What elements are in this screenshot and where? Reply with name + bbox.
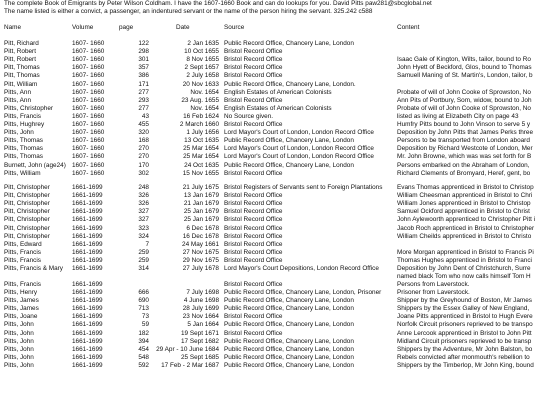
cell-volume: 1607- 1660 bbox=[72, 145, 105, 153]
cell-volume: 1661-1699 bbox=[72, 216, 103, 224]
table-row bbox=[0, 346, 540, 354]
table-row bbox=[0, 97, 540, 105]
cell-volume: 1661-1699 bbox=[72, 232, 103, 240]
cell-volume: 1607- 1660 bbox=[72, 40, 105, 47]
cell-page: 277 bbox=[138, 104, 149, 112]
cell-source: Bristol Record Office bbox=[224, 240, 283, 248]
cell-page: 298 bbox=[138, 48, 149, 56]
cell-page: 666 bbox=[138, 289, 149, 296]
cell-name: Pitts, John bbox=[4, 353, 34, 361]
table-row bbox=[0, 153, 540, 161]
cell-date: 16 Feb 1624 bbox=[183, 112, 219, 120]
cell-content: Ann Pits of Portbury, Som, widow, bound to Joh bbox=[397, 96, 532, 104]
cell-volume: 1607- 1660 bbox=[72, 96, 105, 104]
table-row bbox=[0, 257, 540, 265]
cell-source: Public Record Office, Chancery Lane, London bbox=[224, 305, 354, 313]
cell-source: Lord Mayor's Court Depositions, London Record Office bbox=[224, 265, 379, 272]
table-row bbox=[0, 208, 540, 216]
cell-page: 73 bbox=[141, 313, 149, 321]
cell-volume: 1607- 1660 bbox=[72, 129, 105, 137]
cell-date: 24 May 1661 bbox=[182, 240, 219, 248]
cell-content: Persons embarked on the Abraham of London, bbox=[397, 161, 530, 169]
cell-name: Pitt, Richard bbox=[4, 40, 39, 47]
cell-source: Lord Mayor's Court of London, London Record Office bbox=[224, 129, 374, 137]
cell-source: Bristol Record Office bbox=[224, 329, 283, 337]
cell-content: Mr. John Browne, which was was set forth for B bbox=[397, 153, 532, 161]
cell-volume: 1607- 1660 bbox=[72, 161, 105, 169]
table-row bbox=[0, 297, 540, 305]
cell-date: 13 Jan 1679 bbox=[183, 192, 219, 200]
cell-date: 24 Oct 1635 bbox=[184, 161, 219, 169]
cell-page: 326 bbox=[138, 200, 149, 208]
cell-volume: 1661-1699 bbox=[72, 329, 103, 337]
cell-date: Nov. 1654 bbox=[190, 88, 219, 96]
cell-name: Pitts, Francis bbox=[4, 112, 41, 120]
table-row bbox=[0, 249, 540, 257]
cell-name: Pitts, Joane bbox=[4, 313, 38, 321]
cell-source: Public Record Office, Chancery Lane, London. bbox=[224, 80, 356, 88]
table-row bbox=[0, 56, 540, 64]
table-row bbox=[0, 225, 540, 233]
cell-volume: 1661-1699 bbox=[72, 184, 103, 191]
cell-volume: 1661-1699 bbox=[72, 265, 103, 272]
table-row bbox=[0, 121, 540, 129]
table-row bbox=[0, 72, 540, 80]
cell-content: Deposition by John Pitts that James Perks three bbox=[397, 129, 534, 137]
header-source: Source bbox=[224, 24, 245, 31]
cell-date: 27 Nov 1675 bbox=[182, 248, 219, 256]
cell-source: Public Record Office, Chancery Lane, London bbox=[224, 161, 354, 169]
cell-content: Shippers by the Essex Galley of New England, bbox=[397, 305, 530, 313]
cell-source: Bristol Record Office bbox=[224, 96, 283, 104]
cell-content: Evans Thomas apprenticed in Bristol to Christop bbox=[397, 184, 534, 191]
cell-source: Public Record Office, Chancery Lane, London bbox=[224, 361, 354, 369]
table-row bbox=[0, 289, 540, 297]
cell-volume: 1661-1699 bbox=[72, 240, 103, 248]
cell-content: Thomas Hughes apprenticed in Bristol to Franci bbox=[397, 256, 532, 264]
cell-content: Deposition by Richard Westcote of London, Mer bbox=[397, 145, 533, 153]
cell-date: 25 Jan 1679 bbox=[183, 216, 219, 224]
cell-content: Probate of will of John Cooke of Sprowston, No bbox=[397, 88, 531, 96]
cell-content: Persons to be transported from London aboard bbox=[397, 137, 530, 145]
cell-source: Bristol Record Office bbox=[224, 208, 283, 216]
cell-page: 170 bbox=[138, 161, 149, 169]
cell-date: 4 June 1698 bbox=[183, 297, 219, 305]
cell-source: Bristol Record Office bbox=[224, 72, 283, 80]
cell-content: Samuell Maning of St. Martin's, London, tailor, b bbox=[397, 72, 533, 80]
cell-source: English Estates of American Colonists bbox=[224, 88, 332, 96]
cell-name: Pitt, Christopher bbox=[4, 184, 50, 191]
cell-date: 20 Nov 1633 bbox=[182, 80, 219, 88]
cell-source: Bristol Record Office bbox=[224, 313, 283, 321]
cell-name: Pitt, Robert bbox=[4, 48, 36, 56]
cell-content: Persons from Laverstock. bbox=[397, 281, 470, 289]
table-row bbox=[0, 64, 540, 72]
cell-source: Bristol Record Office bbox=[224, 48, 283, 56]
cell-source: Bristol Record Office bbox=[224, 200, 283, 208]
table-row bbox=[0, 40, 540, 48]
cell-volume: 1607- 1660 bbox=[72, 137, 105, 145]
cell-volume: 1607- 1660 bbox=[72, 64, 105, 72]
cell-volume: 1661-1699 bbox=[72, 256, 103, 264]
table-row bbox=[0, 200, 540, 208]
cell-source: Bristol Record Office bbox=[224, 56, 283, 64]
cell-name: Pitts, James bbox=[4, 305, 39, 313]
table-row bbox=[0, 216, 540, 224]
cell-volume: 1661-1699 bbox=[72, 337, 103, 345]
cell-date: 25 Mar 1654 bbox=[183, 153, 219, 161]
cell-volume: 1607- 1660 bbox=[72, 104, 105, 112]
cell-volume: 1661-1699 bbox=[72, 248, 103, 256]
cell-source: Bristol Record Office bbox=[224, 232, 283, 240]
cell-name: Pitt, Robert bbox=[4, 56, 36, 64]
table-row bbox=[0, 265, 540, 273]
cell-content: Prisoner from Laverstock. bbox=[397, 289, 470, 296]
cell-name: Pitts, Henry bbox=[4, 289, 38, 296]
table-row bbox=[0, 137, 540, 145]
cell-name: Pitts, Thomas bbox=[4, 153, 43, 161]
cell-source: Bristol Record Office bbox=[224, 121, 283, 128]
cell-date: 2 Jan 1635 bbox=[187, 40, 219, 47]
cell-name: Pitts, Christopher bbox=[4, 104, 54, 112]
cell-content: Samuel Ockford apprenticed in Bristol to Christ bbox=[397, 208, 530, 216]
cell-content: Shippers by the Timberlop, Mr John King, bound bbox=[397, 361, 534, 369]
cell-source: Bristol Record Office bbox=[224, 169, 283, 177]
cell-date: 8 Nov 1655 bbox=[186, 56, 219, 64]
cell-source: Public Record Office, Chancery Lane, London bbox=[224, 337, 354, 345]
cell-content: More Morgan apprenticed in Bristol to Francis Pi bbox=[397, 248, 534, 256]
table-row bbox=[0, 273, 540, 281]
cell-page: 171 bbox=[138, 80, 149, 88]
cell-source: Lord Mayor's Court of London, London Record Office bbox=[224, 153, 374, 161]
cell-name: Pitts, Hughrey bbox=[4, 121, 45, 128]
cell-date: 21 Jan 1679 bbox=[183, 200, 219, 208]
cell-date: 6 Dec 1678 bbox=[186, 224, 219, 232]
cell-page: 270 bbox=[138, 153, 149, 161]
cell-name: Pitts, Francis bbox=[4, 281, 41, 289]
cell-date: 17 Sept 1682 bbox=[180, 337, 219, 345]
cell-volume: 1607- 1660 bbox=[72, 121, 105, 128]
cell-page: 592 bbox=[138, 361, 149, 369]
cell-name: Pitts, John bbox=[4, 329, 34, 337]
cell-source: Public Record Office, Chancery Lane, London, Prisoner bbox=[224, 289, 382, 296]
table-row bbox=[0, 354, 540, 362]
table-row bbox=[0, 233, 540, 241]
cell-name: Pitt, Christopher bbox=[4, 216, 50, 224]
cell-name: Burnett, John (age24) bbox=[4, 161, 66, 169]
cell-date: 27 July 1678 bbox=[182, 265, 219, 272]
cell-source: Bristol Record Office bbox=[224, 281, 283, 289]
cell-date: 17 Feb - 2 Mar 1687 bbox=[161, 361, 219, 369]
cell-page: 314 bbox=[138, 265, 149, 272]
cell-source: English Estates of American Colonists bbox=[224, 104, 332, 112]
table-row bbox=[0, 105, 540, 113]
cell-content: listed as living at Elizabeth City on page 43 bbox=[397, 112, 519, 120]
cell-content: Shipper by the Greyhound of Boston, Mr James bbox=[397, 297, 532, 305]
cell-name: Pitt, Christopher bbox=[4, 208, 50, 216]
table-row bbox=[0, 184, 540, 192]
table-row bbox=[0, 305, 540, 313]
cell-page: 454 bbox=[138, 345, 149, 353]
cell-name: Pitt, Christopher bbox=[4, 232, 50, 240]
cell-date: 29 Nov 1675 bbox=[182, 256, 219, 264]
cell-volume: 1607- 1660 bbox=[72, 80, 105, 88]
cell-volume: 1607- 1660 bbox=[72, 88, 105, 96]
cell-date: 25 Sept 1685 bbox=[180, 353, 219, 361]
cell-date: Nov. 1654 bbox=[190, 104, 219, 112]
table-row bbox=[0, 89, 540, 97]
cell-volume: 1607- 1660 bbox=[72, 48, 105, 56]
cell-content: William Cheesman apprenticed in Bristol to Chri bbox=[397, 192, 533, 200]
cell-name: Pitts, John bbox=[4, 129, 34, 137]
cell-source: Bristol Record Office bbox=[224, 248, 283, 256]
cell-name: Pitt, Christopher bbox=[4, 200, 50, 208]
cell-page: 7 bbox=[145, 240, 149, 248]
cell-source: Bristol Registers of Servants sent to Foreign Plantations bbox=[224, 184, 383, 191]
cell-name: Pitts, Ann bbox=[4, 88, 31, 96]
cell-name: Pitts, John bbox=[4, 321, 34, 329]
header-content: Content bbox=[397, 24, 420, 31]
cell-content: Rebels convicted after monmouth's rebellion to bbox=[397, 353, 530, 361]
cell-volume: 1607- 1660 bbox=[72, 153, 105, 161]
cell-date: 25 Jan 1679 bbox=[183, 208, 219, 216]
cell-date: 25 Mar 1654 bbox=[183, 145, 219, 153]
cell-page: 327 bbox=[138, 208, 149, 216]
cell-page: 259 bbox=[138, 248, 149, 256]
cell-name: Pitt, William bbox=[4, 80, 38, 88]
cell-source: Lord Mayor's Court of London, London Record Office bbox=[224, 145, 374, 153]
table-row bbox=[0, 330, 540, 338]
cell-page: 327 bbox=[138, 216, 149, 224]
table-row bbox=[0, 170, 540, 178]
cell-content: William Jones apprenticed in Bristol to Christop bbox=[397, 200, 531, 208]
cell-volume: 1661-1699 bbox=[72, 281, 103, 289]
cell-content: Humfry Pitts bound to John Vinson to serve 5 y bbox=[397, 121, 531, 128]
table-row bbox=[0, 313, 540, 321]
cell-content: Shippers by the Adventure, Mr John Balston, bo bbox=[397, 345, 533, 353]
cell-date: 15 Nov 1655 bbox=[182, 169, 219, 177]
cell-date: 5 Jan 1664 bbox=[187, 321, 219, 329]
cell-date: 28 July 1699 bbox=[182, 305, 219, 313]
cell-content: Anne Lercook apprenticed in Bristol to John Pitt bbox=[397, 329, 532, 337]
cell-source: No Source given. bbox=[224, 112, 274, 120]
cell-page: 301 bbox=[138, 56, 149, 64]
cell-page: 323 bbox=[138, 224, 149, 232]
table-row bbox=[0, 48, 540, 56]
cell-volume: 1661-1699 bbox=[72, 313, 103, 321]
table-row bbox=[0, 129, 540, 137]
cell-page: 43 bbox=[141, 112, 149, 120]
cell-name: Pitts, Francis & Mary bbox=[4, 265, 63, 272]
cell-volume: 1661-1699 bbox=[72, 208, 103, 216]
cell-date: 23 Aug. 1655 bbox=[181, 96, 219, 104]
cell-page: 259 bbox=[138, 256, 149, 264]
cell-volume: 1661-1699 bbox=[72, 361, 103, 369]
cell-source: Public Record Office, Chancery Lane, London bbox=[224, 40, 354, 47]
cell-date: 16 Dec 1678 bbox=[182, 232, 219, 240]
table-row bbox=[0, 338, 540, 346]
cell-page: 548 bbox=[138, 353, 149, 361]
cell-name: Pitt, Thomas bbox=[4, 64, 40, 72]
cell-source: Bristol Record Office bbox=[224, 64, 283, 72]
cell-date: 10 Oct 1655 bbox=[184, 48, 219, 56]
cell-source: Bristol Record Office bbox=[224, 216, 283, 224]
cell-name: Pitts, Ann bbox=[4, 96, 31, 104]
cell-name: Pitt, Christopher bbox=[4, 192, 50, 200]
table-row bbox=[0, 162, 540, 170]
cell-page: 713 bbox=[138, 305, 149, 313]
cell-date: 2 March 1660 bbox=[179, 121, 219, 128]
cell-content: Midland Circuit prisoners reprieved to be transp bbox=[397, 337, 532, 345]
column-header-row bbox=[0, 24, 540, 32]
table-row bbox=[0, 113, 540, 121]
cell-volume: 1661-1699 bbox=[72, 200, 103, 208]
cell-page: 324 bbox=[138, 232, 149, 240]
cell-name: Pitt, Thomas bbox=[4, 72, 40, 80]
header-volume: Volume bbox=[72, 24, 94, 31]
cell-page: 168 bbox=[138, 137, 149, 145]
cell-source: Bristol Record Office bbox=[224, 256, 283, 264]
cell-volume: 1607- 1660 bbox=[72, 72, 105, 80]
cell-page: 122 bbox=[138, 40, 149, 47]
cell-page: 302 bbox=[138, 169, 149, 177]
cell-date: 7 July 1698 bbox=[186, 289, 219, 296]
cell-name: Pitts, John bbox=[4, 361, 34, 369]
cell-date: 2 July 1658 bbox=[186, 72, 219, 80]
cell-date: 13 Oct 1635 bbox=[184, 137, 219, 145]
table-row bbox=[0, 362, 540, 370]
cell-volume: 1661-1699 bbox=[72, 289, 103, 296]
cell-volume: 1661-1699 bbox=[72, 321, 103, 329]
cell-name: Pitts, Francis bbox=[4, 248, 41, 256]
header-name: Name bbox=[4, 24, 22, 31]
cell-date: 19 Sept 1671 bbox=[180, 329, 219, 337]
cell-name: Pitts, William bbox=[4, 169, 41, 177]
cell-page: 182 bbox=[138, 329, 149, 337]
intro-line-2: The name listed is either a convict, a passenger, an indentured servant or the name of the person hiring the servant. 325.242 c588 bbox=[4, 8, 373, 15]
cell-page: 293 bbox=[138, 96, 149, 104]
cell-source: Bristol Record Office bbox=[224, 224, 283, 232]
cell-content: Jacob Roch apprenticed in Bristol to Christopher bbox=[397, 224, 535, 232]
cell-name: Pitts, Edward bbox=[4, 240, 42, 248]
cell-page: 320 bbox=[138, 129, 149, 137]
cell-content: Joane Pitts apprenticed in Bristol to Hugh Evere bbox=[397, 313, 533, 321]
cell-volume: 1661-1699 bbox=[72, 353, 103, 361]
cell-source: Public Record Office, Chancery Lane, London bbox=[224, 353, 354, 361]
cell-name: Pitts, John bbox=[4, 345, 34, 353]
cell-volume: 1661-1699 bbox=[72, 192, 103, 200]
cell-date: 2 Sept 1657 bbox=[184, 64, 219, 72]
table-row bbox=[0, 192, 540, 200]
cell-source: Public Record Office, Chancery Lane, London bbox=[224, 137, 354, 145]
cell-content: Richard Clements of Bromyard, Heref, gent, bo bbox=[397, 169, 531, 177]
cell-page: 690 bbox=[138, 297, 149, 305]
cell-volume: 1661-1699 bbox=[72, 305, 103, 313]
cell-content: Isaac Gale of Kington, Wilts, tailor, bound to Ro bbox=[397, 56, 531, 64]
cell-volume: 1607- 1660 bbox=[72, 112, 105, 120]
cell-page: 357 bbox=[138, 64, 149, 72]
cell-source: Public Record Office, Chancery Lane, London bbox=[224, 297, 354, 305]
header-page: page bbox=[119, 24, 134, 31]
cell-name: Pitts, James bbox=[4, 297, 39, 305]
cell-source: Public Record Office, Chancery Lane, London bbox=[224, 345, 354, 353]
cell-volume: 1607- 1660 bbox=[72, 56, 105, 64]
cell-content: Norfolk Circuit prisoners reprieved to be transpo bbox=[397, 321, 533, 329]
cell-date: 29 Apr - 10 June 1684 bbox=[156, 345, 219, 353]
cell-volume: 1607- 1660 bbox=[72, 169, 105, 177]
cell-content: John Aylewoorth apprenticed to Christopher Pitt i bbox=[397, 216, 536, 224]
cell-volume: 1661-1699 bbox=[72, 224, 103, 232]
cell-page: 455 bbox=[138, 121, 149, 128]
cell-page: 386 bbox=[138, 72, 149, 80]
cell-name: Pitt, Christopher bbox=[4, 224, 50, 232]
cell-source: Bristol Record Office bbox=[224, 192, 283, 200]
cell-content: Deposition by John Dent of Christchurch, Surre bbox=[397, 265, 531, 272]
intro-line-1: The complete Book of Emigrants by Peter Wilson Coldham. I have the 1607-1660 Book and can do lookups for you. David Pitts paw281@sbcglobal.net bbox=[4, 0, 432, 7]
cell-content: named black Tom who now calls himself Tom H bbox=[397, 273, 531, 281]
table-row bbox=[0, 81, 540, 89]
cell-name: Pitts, Francis bbox=[4, 256, 41, 264]
table-row bbox=[0, 321, 540, 329]
table-row bbox=[0, 281, 540, 289]
header-date: Date bbox=[176, 24, 190, 31]
cell-name: Pitts, Thomas bbox=[4, 145, 43, 153]
cell-page: 326 bbox=[138, 192, 149, 200]
table-row bbox=[0, 241, 540, 249]
cell-name: Pitts, Thomas bbox=[4, 137, 43, 145]
cell-page: 248 bbox=[138, 184, 149, 191]
cell-date: 23 Nov 1664 bbox=[182, 313, 219, 321]
cell-date: 1 July 1656 bbox=[186, 129, 219, 137]
cell-page: 270 bbox=[138, 145, 149, 153]
cell-page: 59 bbox=[141, 321, 149, 329]
cell-page: 277 bbox=[138, 88, 149, 96]
cell-date: 21 July 1675 bbox=[182, 184, 219, 191]
cell-page: 394 bbox=[138, 337, 149, 345]
cell-source: Public Record Office, Chancery Lane, London bbox=[224, 321, 354, 329]
cell-name: Pitts, John bbox=[4, 337, 34, 345]
cell-content: Probate of will of John Cooke of Sprowston, No bbox=[397, 104, 531, 112]
table-row bbox=[0, 145, 540, 153]
cell-content: John Hyett of Beckford, Glos, bound to Thomas bbox=[397, 64, 532, 72]
cell-volume: 1661-1699 bbox=[72, 345, 103, 353]
cell-volume: 1661-1699 bbox=[72, 297, 103, 305]
cell-content: William Cheilds apprenticed in Bristol to Christo bbox=[397, 232, 532, 240]
